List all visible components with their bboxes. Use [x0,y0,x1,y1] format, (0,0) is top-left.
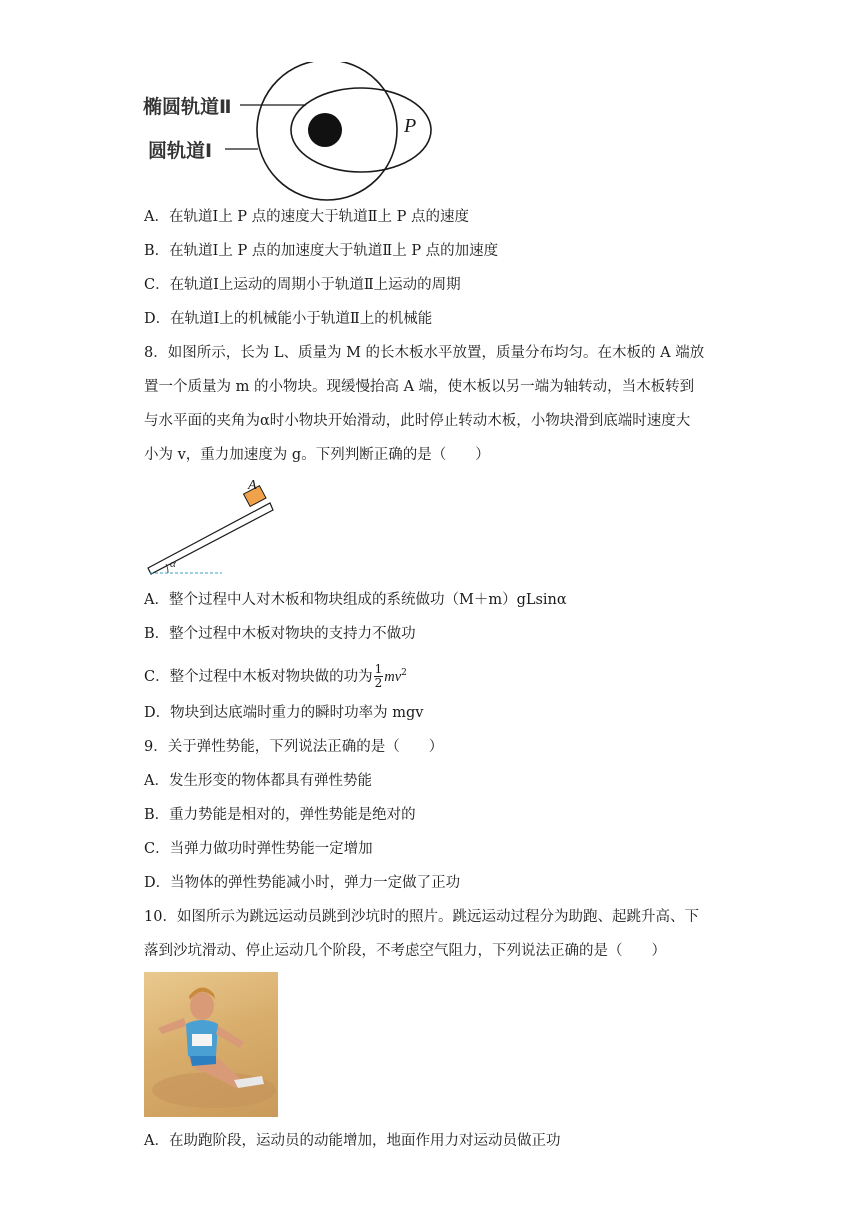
q10-stem-line-2: 落到沙坑滑动、停止运动几个阶段，不考虑空气阻力，下列说法正确的是（ ） [144,943,666,959]
incline-diagram [140,478,280,578]
q8-option-a: A．整个过程中人对木板和物块组成的系统做功（M＋m）gLsinα [144,592,567,608]
fraction-numerator: 1 [374,662,383,677]
q8-option-c-text: C．整个过程中木板对物块做的功为 [144,668,373,685]
q7-option-c: C．在轨道Ⅰ上运动的周期小于轨道Ⅱ上运动的周期 [144,277,461,293]
q8-stem-line-2: 置一个质量为 m 的小物块。现缓慢抬高 A 端，使木板以另一端为轴转动，当木板转到 [144,379,695,395]
q7-option-a: A．在轨道Ⅰ上 P 点的速度大于轨道Ⅱ上 P 点的速度 [144,209,470,225]
central-planet [308,113,342,147]
q10-stem-line-1: 10．如图所示为跳远运动员跳到沙坑时的照片。跳远运动过程分为助跑、起跳升高、下 [144,909,699,925]
label-circular-orbit: 圆轨道Ⅰ [148,140,213,162]
long-jump-photo [144,972,278,1117]
q9-option-c: C．当弹力做功时弹性势能一定增加 [144,841,373,857]
q9-option-d: D．当物体的弹性势能减小时，弹力一定做了正功 [144,875,461,891]
orbit-diagram [140,62,440,202]
q9-stem: 9．关于弹性势能，下列说法正确的是（ ） [144,739,444,755]
q8-option-d: D．物块到达底端时重力的瞬时功率为 mgv [144,705,424,721]
q8-option-b: B．整个过程中木板对物块的支持力不做功 [144,626,416,642]
q9-option-b: B．重力势能是相对的，弹性势能是绝对的 [144,807,416,823]
q8-stem-line-4: 小为 v，重力加速度为 g。下列判断正确的是（ ） [144,447,490,463]
q8-option-c-exponent: 2 [401,668,407,678]
label-elliptical-orbit: 椭圆轨道Ⅱ [143,96,232,118]
fig-label-alpha: α [170,558,176,570]
orbit-figure [140,62,440,202]
wooden-board [148,503,273,574]
q8-option-c [144,660,407,690]
fraction-denominator: 2 [374,676,383,691]
fig-label-A: A [248,478,257,493]
q8-option-c-expr: mv [384,668,402,685]
label-point-P: P [404,115,417,137]
q7-option-b: B．在轨道Ⅰ上 P 点的加速度大于轨道Ⅱ上 P 点的加速度 [144,243,499,259]
q8-stem-line-3: 与水平面的夹角为α时小物块开始滑动，此时停止转动木板，小物块滑到底端时速度大 [144,413,691,429]
q7-option-d: D．在轨道Ⅰ上的机械能小于轨道Ⅱ上的机械能 [144,311,433,327]
incline-figure [140,478,280,578]
fraction-one-half [374,663,384,690]
q9-option-a: A．发生形变的物体都具有弹性势能 [144,773,372,789]
athlete-illustration [144,972,278,1117]
q10-option-a: A．在助跑阶段，运动员的动能增加，地面作用力对运动员做正功 [144,1133,561,1149]
q8-stem-line-1: 8．如图所示，长为 L、质量为 M 的长木板水平放置，质量分布均匀。在木板的 A 端放 [144,345,705,361]
